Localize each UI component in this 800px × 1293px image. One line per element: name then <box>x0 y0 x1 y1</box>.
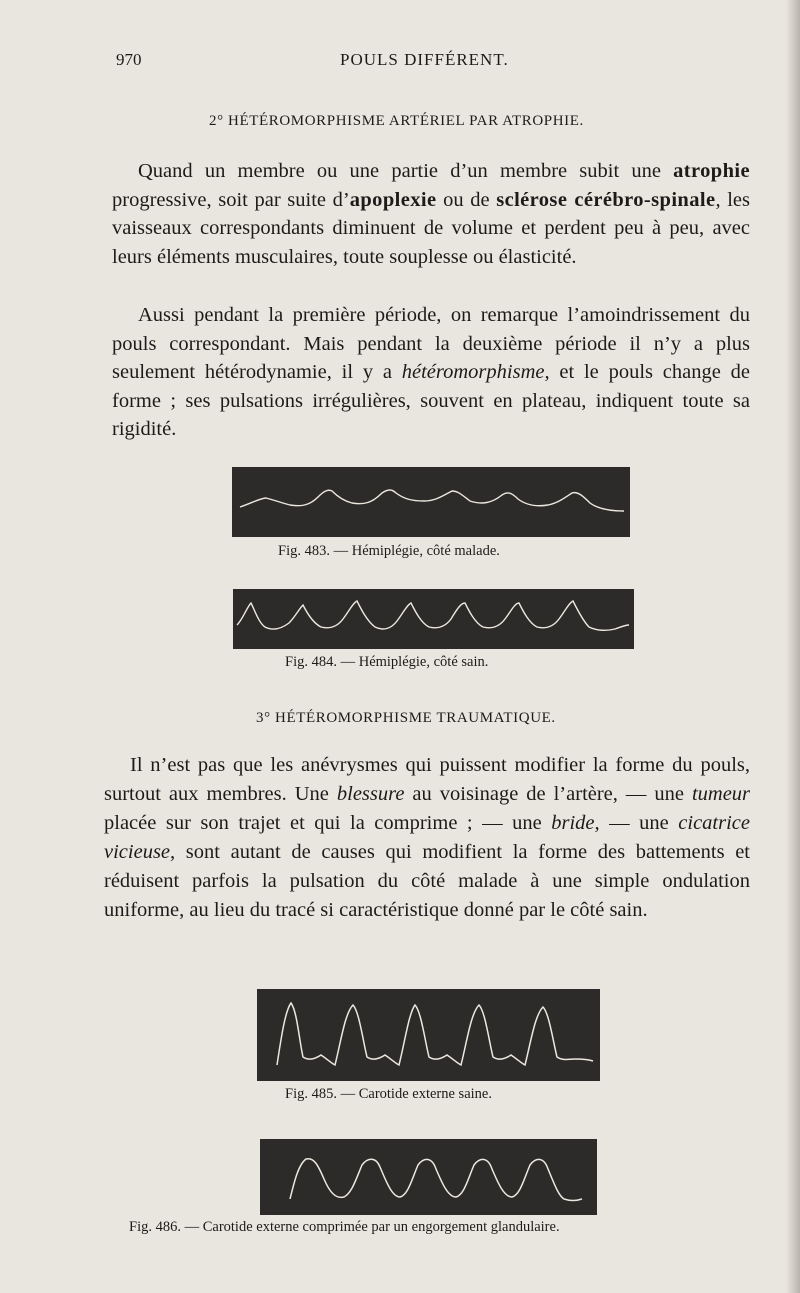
paragraph-traumatique <box>104 751 750 925</box>
section-heading-atrophie: 2° HÉTÉROMORPHISME ARTÉRIEL PAR ATROPHIE. <box>209 113 584 129</box>
pulse-trace <box>240 490 624 511</box>
text-run: progressive, soit par suite d’ <box>112 188 350 211</box>
text-run: placée sur son trajet et qui la comprime ; — une <box>104 812 552 834</box>
pulse-tracing-fig-484 <box>233 589 634 649</box>
term-blessure: blessure <box>336 783 405 805</box>
tracing-svg <box>257 989 600 1081</box>
page-number: 970 <box>116 50 142 69</box>
tracing-svg <box>233 589 634 649</box>
pulse-tracing-fig-486 <box>260 1139 597 1215</box>
text-run: , les vaisseaux correspondants diminuent de volume et perdent peu à peu, avec leurs éléments musculaires, toute souplesse ou élasticité. <box>112 188 750 268</box>
running-title: POULS DIFFÉRENT. <box>340 50 509 69</box>
pulse-trace <box>277 1003 593 1065</box>
term-sclerose: sclérose cérébro-spinale <box>496 188 716 211</box>
pulse-tracing-fig-485 <box>257 989 600 1081</box>
term-heteromorphisme: hétéromorphisme, <box>401 361 550 383</box>
running-head <box>116 50 756 74</box>
paragraph-heteromorphisme <box>112 301 750 444</box>
term-tumeur: tumeur <box>691 783 751 805</box>
tracing-svg <box>260 1139 597 1215</box>
text-run: — une <box>599 812 679 834</box>
text-run: et le pouls change de forme ; ses pulsations irrégulières, souvent en plateau, indiquent toute sa rigidité. <box>112 361 750 440</box>
term-apoplexie: apoplexie <box>349 188 437 211</box>
caption-fig-484: Fig. 484. — Hémiplégie, côté sain. <box>285 654 489 670</box>
term-cicatrice: cicatrice vicieuse, <box>104 812 750 863</box>
term-atrophie: atrophie <box>673 160 750 182</box>
tracing-svg <box>232 467 630 537</box>
pulse-trace <box>290 1159 582 1201</box>
caption-fig-485: Fig. 485. — Carotide externe saine. <box>285 1086 492 1102</box>
text-run: au voisinage de l’artère, — une <box>404 783 692 805</box>
text-run: ou de <box>436 188 497 211</box>
text-run: Aussi pendant la première période, on remarque l’amoindrissement du pouls correspondant. Mais pendant la deuxième période il n’y a plus seulement hétérodynamie, il y a <box>112 304 750 383</box>
caption-fig-486: Fig. 486. — Carotide externe comprimée par un engorgement glandulaire. <box>129 1219 560 1235</box>
section-heading-traumatique: 3° HÉTÉROMORPHISME TRAUMATIQUE. <box>256 710 556 726</box>
text-run: Il n’est pas que les anévrysmes qui puissent modifier la forme du pouls, surtout aux membres. Une <box>104 754 750 805</box>
text-run: sont autant de causes qui modifient la forme des battements et réduisent parfois la pulsation du côté malade à une simple ondulation uniforme, au lieu du tracé si caractéristique donné par le côté sain. <box>104 841 750 921</box>
paragraph-atrophie <box>112 157 750 271</box>
pulse-tracing-fig-483 <box>232 467 630 537</box>
pulse-trace <box>237 601 629 630</box>
page-edge-shadow <box>786 0 800 1293</box>
caption-fig-483: Fig. 483. — Hémiplégie, côté malade. <box>278 543 500 559</box>
text-run: Quand un membre ou une partie d’un membre subit une <box>138 160 674 182</box>
term-bride: bride, <box>551 812 600 834</box>
